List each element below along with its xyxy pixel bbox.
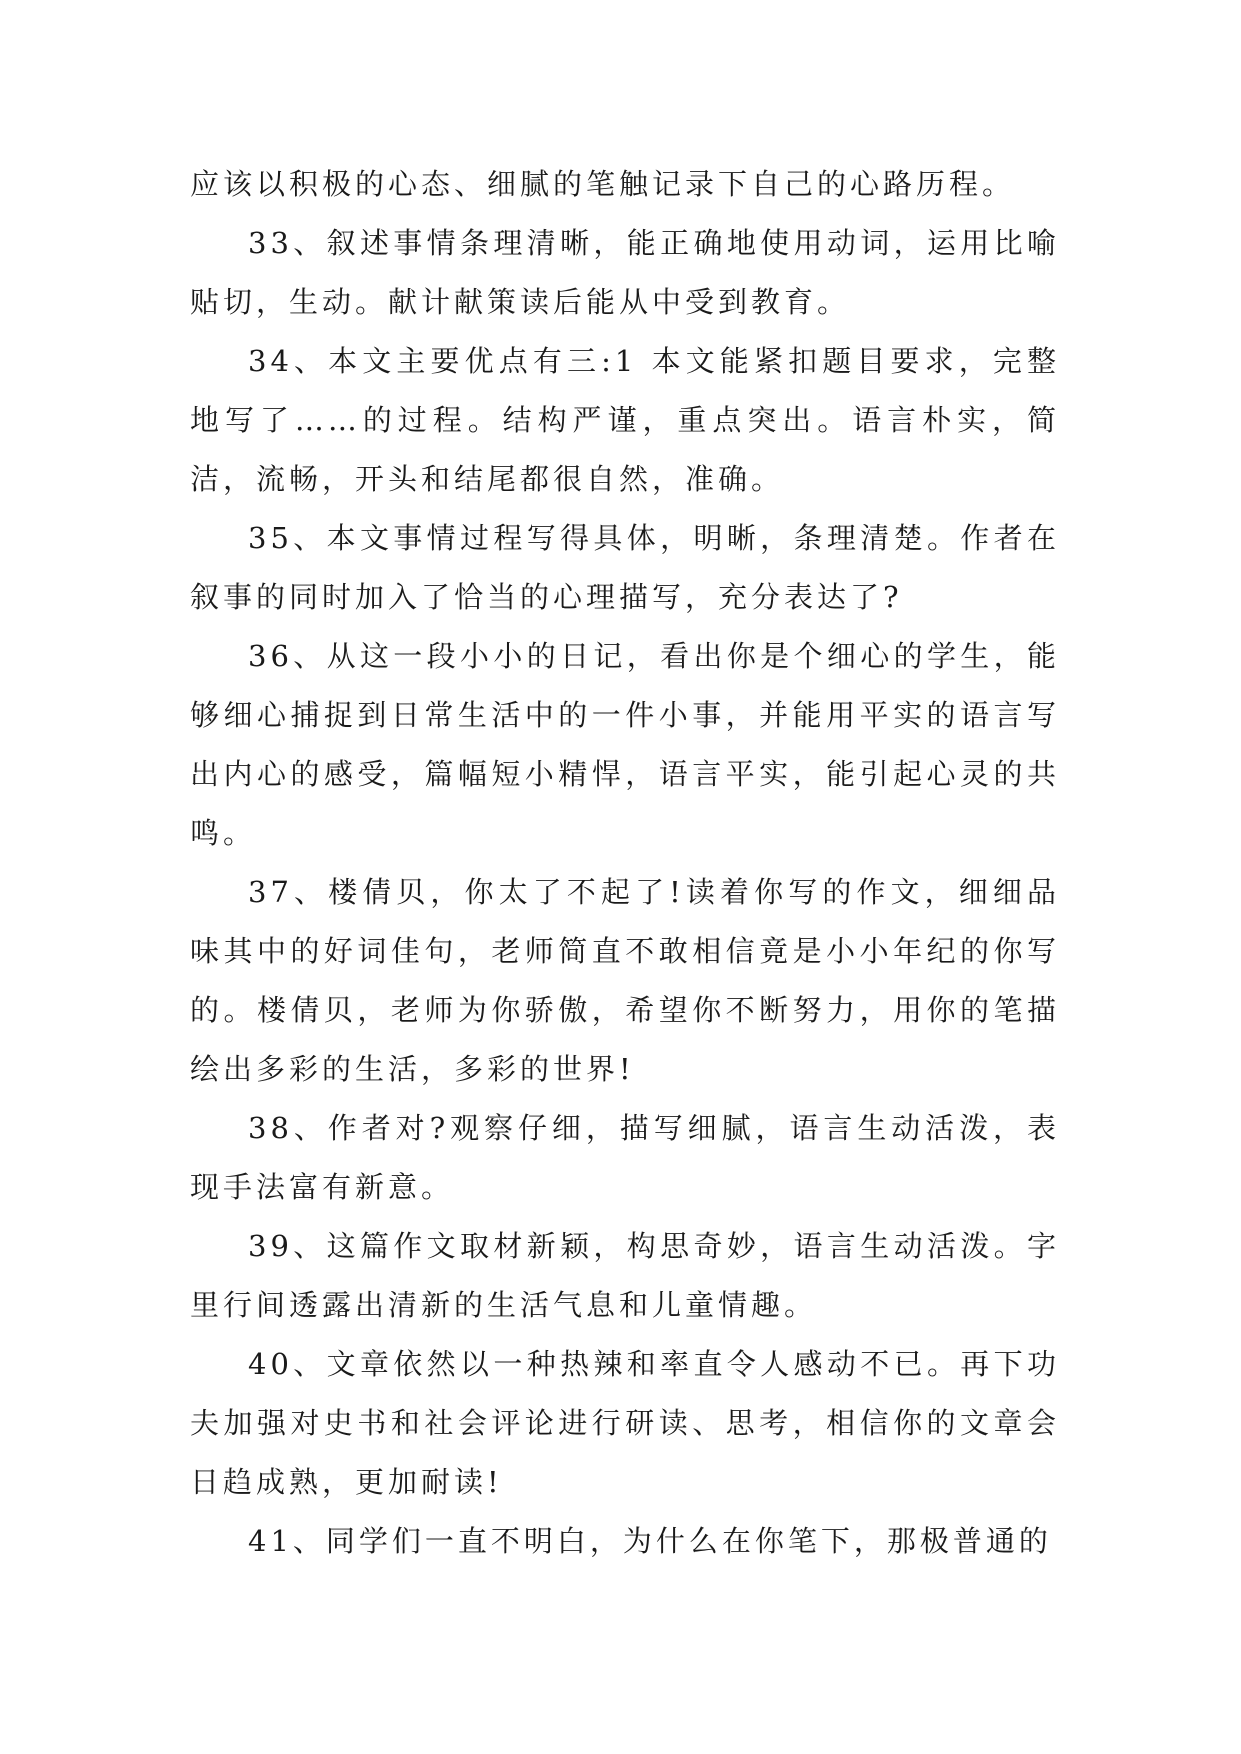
paragraph-comment-38: 38、作者对?观察仔细，描写细腻，语言生动活泼，表现手法富有新意。 xyxy=(190,1111,1060,1204)
paragraph-comment-39: 39、这篇作文取材新颖，构思奇妙，语言生动活泼。字里行间透露出清新的生活气息和儿童情趣。 xyxy=(190,1229,1060,1322)
document-page xyxy=(190,155,1060,1571)
paragraph-comment-41: 41、同学们一直不明白，为什么在你笔下，那极普通的 xyxy=(248,1524,1052,1558)
paragraph-comment-34: 34、本文主要优点有三:1 本文能紧扣题目要求，完整地写了……的过程。结构严谨，重点突出。语言朴实，简洁，流畅，开头和结尾都很自然，准确。 xyxy=(190,344,1060,496)
paragraph-comment-37: 37、楼倩贝，你太了不起了!读着你写的作文，细细品味其中的好词佳句，老师简直不敢相信竟是小小年纪的你写的。楼倩贝，老师为你骄傲，希望你不断努力，用你的笔描绘出多彩的生活，多彩的世界! xyxy=(190,875,1060,1086)
paragraph-comment-33: 33、叙述事情条理清晰，能正确地使用动词，运用比喻贴切，生动。献计献策读后能从中受到教育。 xyxy=(190,226,1060,319)
paragraph-comment-40: 40、文章依然以一种热辣和率直令人感动不已。再下功夫加强对史书和社会评论进行研读、思考，相信你的文章会日趋成熟，更加耐读! xyxy=(190,1347,1060,1499)
paragraph-comment-35: 35、本文事情过程写得具体，明晰，条理清楚。作者在叙事的同时加入了恰当的心理描写，充分表达了? xyxy=(190,521,1060,614)
paragraph-comment-36: 36、从这一段小小的日记，看出你是个细心的学生，能够细心捕捉到日常生活中的一件小事，并能用平实的语言写出内心的感受，篇幅短小精悍，语言平实，能引起心灵的共鸣。 xyxy=(190,639,1060,850)
paragraph-continuation: 应该以积极的心态、细腻的笔触记录下自己的心路历程。 xyxy=(190,167,1016,201)
